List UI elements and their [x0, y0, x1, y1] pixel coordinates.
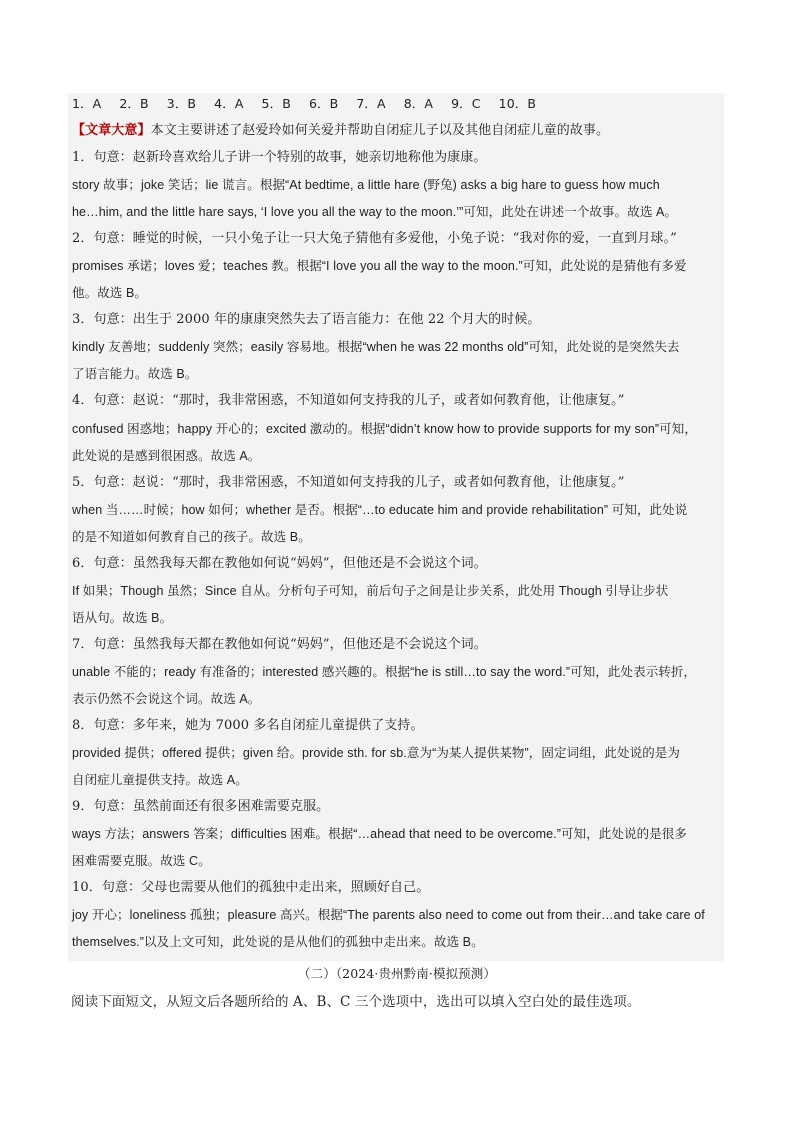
explanation-line: 6．句意：虽然我每天都在教他如何说“妈妈”，但他还是不会说这个词。: [72, 555, 487, 571]
section-title: （二）（2024·贵州黔南·模拟预测）: [298, 966, 496, 981]
explanation-line: 语从句。故选 B。: [72, 610, 173, 625]
explanation-line: 此处说的是感到很困惑。故选 A。: [72, 448, 261, 463]
instruction-text: 阅读下面短文，从短文后各题所给的 A、B、C 三个选项中，选出可以填入空白处的最佳选项。: [71, 994, 641, 1010]
summary-text: 本文主要讲述了赵爱玲如何关爱并帮助自闭症儿子以及其他自闭症儿童的故事。: [150, 123, 610, 138]
explanation-line: 困难需要克服。故选 C。: [72, 854, 211, 869]
explanation-line: 7．句意：虽然我每天都在教他如何说“妈妈”，但他还是不会说这个词。: [72, 636, 487, 652]
explanation-line: unable 不能的；ready 有准备的；interested 感兴趣的。根据“he is still…to say the word.”可知，此处表示转折，: [72, 664, 697, 679]
explanation-line: story 故事；joke 笑话；lie 谎言。根据“At bedtime, a little hare (野兔) asks a big hare to guess how much: [72, 178, 660, 193]
explanation-line: themselves.”以及上文可知，此处说的是从他们的孤独中走出来。故选 B。: [72, 935, 484, 950]
explanation-line: 5．句意：赵说：“那时，我非常困惑，不知道如何支持我的儿子，或者如何教育他，让他康复。”: [72, 474, 625, 490]
explanation-line: confused 困惑地；happy 开心的；excited 激动的。根据“didn’t know how to provide supports for my son”可知，: [72, 421, 697, 436]
explanation-line: when 当……时候；how 如何；whether 是否。根据“…to educate him and provide rehabilitation” 可知，此处说: [72, 502, 688, 517]
explanation-line: ways 方法；answers 答案；difficulties 困难。根据“…ahead that need to be overcome.”可知，此处说的是很多: [72, 827, 687, 842]
explanation-line: 2．句意：睡觉的时候，一只小兔子让一只大兔子猜他有多爱他，小兔子说：“我对你的爱，一直到月球。”: [72, 231, 677, 247]
explanation-line: 了语言能力。故选 B。: [72, 367, 198, 382]
explanation-line: 3．句意：出生于 2000 年的康康突然失去了语言能力：在他 22 个月大的时候。: [72, 312, 541, 328]
summary-line: [72, 122, 609, 140]
explanation-line: 1．句意：赵新玲喜欢给儿子讲一个特别的故事，她亲切地称他为康康。: [72, 150, 487, 165]
explanation-line: 自闭症儿童提供支持。故选 A。: [72, 773, 248, 788]
explanation-line: 表示仍然不会说这个词。故选 A。: [72, 692, 261, 706]
explanation-line: 10．句意：父母也需要从他们的孤独中走出来，照顾好自己。: [72, 880, 430, 896]
explanation-line: he…him, and the little hare says, ‘I love you all the way to the moon.’”可知，此处在讲述一个故事。故选 A。: [72, 205, 678, 220]
explanation-line: 8．句意：多年来，她为 7000 多名自闭症儿童提供了支持。: [72, 718, 424, 734]
explanation-line: 4．句意：赵说：“那时，我非常困惑，不知道如何支持我的儿子，或者如何教育他，让他康复。”: [72, 393, 625, 409]
answer-key: 1．A 2．B 3．B 4．A 5．B 6．B 7．A 8．A 9．C 10．B: [72, 96, 537, 111]
explanation-line: 的是不知道如何教育自己的孩子。故选 B。: [72, 529, 311, 544]
explanation-line: joy 开心；loneliness 孤独；pleasure 高兴。根据“The parents also need to come out from their…and take care of: [72, 908, 705, 923]
explanation-line: 他。故选 B。: [72, 286, 148, 301]
explanation-line: promises 承诺；loves 爱；teaches 教。根据“I love you all the way to the moon.”可知，此处说的是猜他有多爱: [72, 259, 687, 274]
explanation-line: provided 提供；offered 提供；given 给。provide sth. for sb.意为“为某人提供某物”，固定词组，此处说的是为: [72, 746, 680, 761]
summary-tag: 【文章大意】: [72, 123, 151, 138]
explanation-line: 9．句意：虽然前面还有很多困难需要克服。: [72, 799, 330, 815]
explanation-line: kindly 友善地；suddenly 突然；easily 容易地。根据“when he was 22 months old”可知，此处说的是突然失去: [72, 340, 680, 355]
explanation-line: If 如果；Though 虽然；Since 自从。分析句子可知，前后句子之间是让步关系，此处用 Though 引导让步状: [72, 583, 669, 598]
